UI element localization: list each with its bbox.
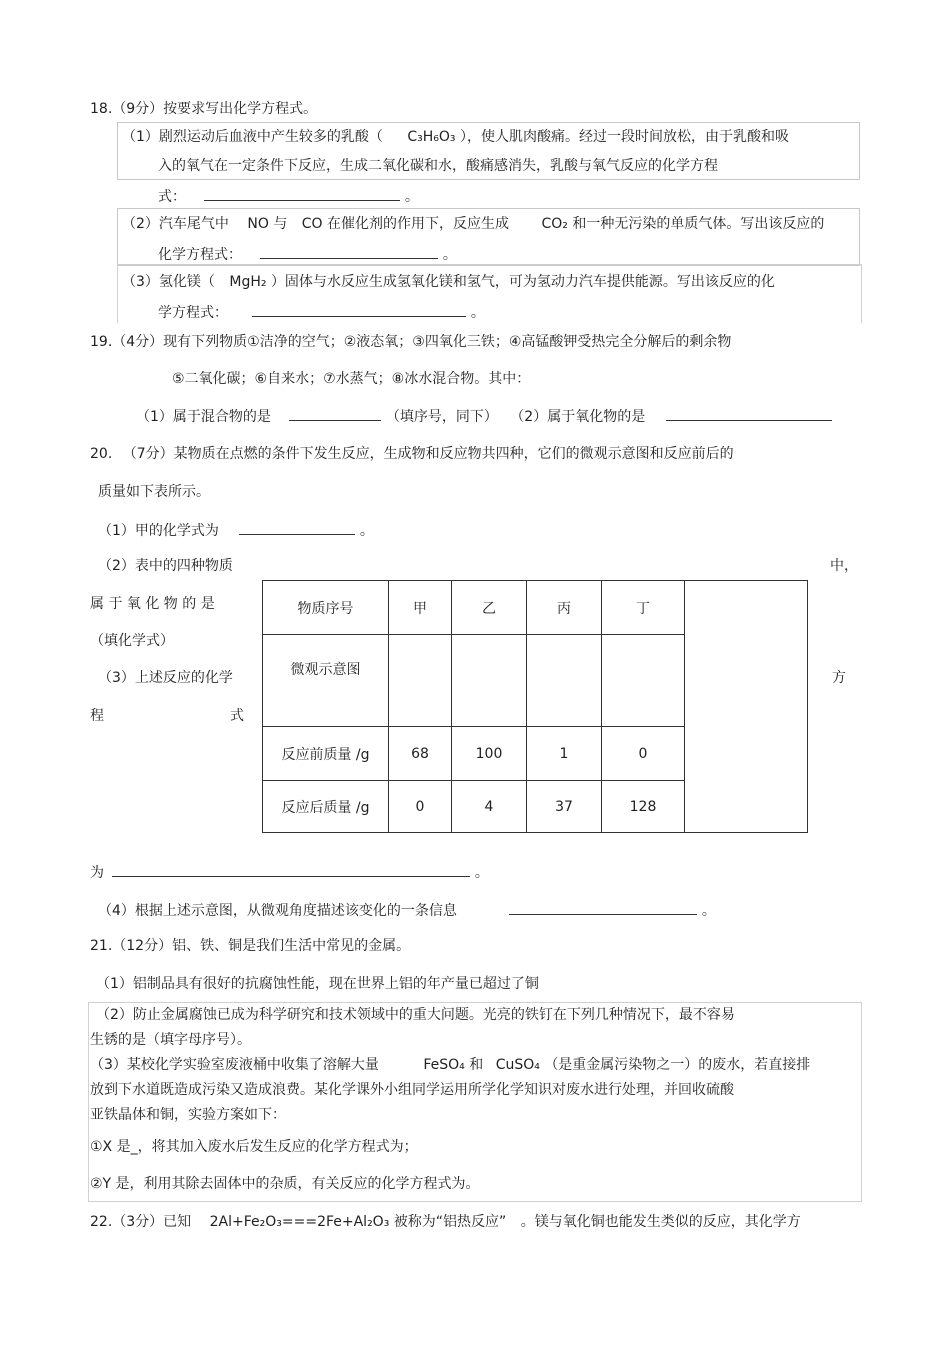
q20-part2-c: （填化学式） [90,633,174,649]
q20-part3-end: 方 [832,670,846,686]
q20-part1 [98,520,374,540]
table-cell [389,635,452,727]
q20-period-1: 。 [359,523,374,539]
q22-title-c: 。镁与氧化铜也能发生类似的反应，其化学方 [520,1214,801,1230]
q18-part1-line1 [122,128,789,146]
q21-part3-line3: 亚铁晶体和铜，实验方案如下： [90,1107,286,1123]
q21-part3-line2: 放到下水道既造成污染又造成浪费。某化学课外小组同学运用所学化学知识对废水进行处理，并回收硫酸 [90,1082,734,1098]
table-row-label: 反应前质量 /g [263,727,389,781]
q20-part4 [98,900,716,920]
table-header-cell: 乙 [452,581,527,635]
q20-part2-b: 属 于 氧 化 物 的 是 [90,596,215,612]
q18-part3-line1 [122,273,775,291]
q18-period-3: 。 [470,305,485,321]
q18-part1-line3 [158,186,419,206]
q19-title: 19.（4分）现有下列物质①洁净的空气；②液态氧；③四氧化三铁；④高锰酸钾受热完全分解后的剩余物 [90,334,732,350]
q20-answer-blank-1[interactable] [239,520,355,535]
q20-part3-b1: 程 [90,708,104,724]
q18-part1-text-a: （1）剧烈运动后血液中产生较多的乳酸（ [122,129,383,145]
table-cell [527,635,602,727]
cuso4-formula: CuSO₄ [495,1057,540,1073]
co2-formula: CO₂ [541,216,568,232]
lactic-acid-formula: C₃H₆O₃ [407,129,456,145]
table-header-cell: 丙 [527,581,602,635]
q18-title: 18.（9分）按要求写出化学方程式。 [90,101,318,117]
q18-part3-text-b: ）固体与水反应生成氢氧化镁和氢气，可为氢动力汽车提供能源。写出该反应的化 [270,274,775,290]
mgh2-formula: MgH₂ [229,274,267,290]
q21-step2: ②Y 是，利用其除去固体中的杂质，有关反应的化学方程式为。 [90,1176,480,1192]
q20-period-4: 。 [701,903,716,919]
q21-part1: （1）铝制品具有很好的抗腐蚀性能，现在世界上铝的年产量已超过了铜 [96,976,539,992]
co-formula: CO [301,216,323,232]
q18-period-1: 。 [404,189,419,205]
q19-answer-blank-1[interactable] [289,406,381,421]
table-cell: 37 [527,781,602,833]
thermite-equation: 2Al+Fe₂O₃===2Fe+Al₂O₃ [209,1214,390,1230]
q18-part2-text-a: （2）汽车尾气中 [122,216,229,232]
q20-part3-a: （3）上述反应的化学 [98,670,233,686]
table-row-label: 反应后质量 /g [263,781,389,833]
table-cell: 0 [602,727,685,781]
q21-step1: ①X 是_，将其加入废水后发生反应的化学方程式为； [90,1139,418,1155]
q18-answer-blank-1[interactable] [204,186,400,201]
q20-part3-c [90,862,489,882]
q18-part3-line2 [158,302,485,322]
q20-number: 20. [90,446,113,462]
q18-part1-line2: 入的氧气在一定条件下反应，生成二氧化碳和水，酸痛感消失，乳酸与氧气反应的化学方程 [158,158,718,174]
table-cell: 0 [389,781,452,833]
q22-title [90,1213,801,1231]
table-cell [452,635,527,727]
q19-line2: ⑤二氧化碳；⑥自来水；⑦水蒸气；⑧冰水混合物。其中： [172,371,531,387]
q19-answer-blank-2[interactable] [666,406,832,421]
q20-period-3: 。 [474,865,489,881]
q20-part3-b2: 式 [230,708,244,724]
q22-title-a: 22.（3分）已知 [90,1214,192,1230]
q18-answer-blank-2[interactable] [260,244,438,259]
q19-part2: （2）属于氧化物的是 [510,409,646,425]
q20-part2-a: （2）表中的四种物质 [98,558,233,574]
q18-part2-line2 [158,244,457,264]
q19-part1: （1）属于混合物的是 [136,409,271,425]
table-cell: 68 [389,727,452,781]
q20-part3-prompt: 为 [90,865,104,881]
q19-part1-note: （填序号，同下） [385,409,498,425]
q21-part3-and: 和 [469,1057,484,1073]
table-row-label: 微观示意图 [263,635,389,727]
q18-part2-text-b: 与 [273,216,288,232]
q22-title-b: 被称为“铝热反应” [393,1214,507,1230]
q18-part2-text-d: 和一种无污染的单质气体。写出该反应的 [572,216,825,232]
q20-part1-text: （1）甲的化学式为 [98,523,219,539]
q20-answer-blank-3[interactable] [112,862,470,877]
q18-answer-blank-3[interactable] [252,302,466,317]
q20-answer-blank-4[interactable] [509,900,697,915]
q20-data-table [262,580,808,833]
table-cell: 4 [452,781,527,833]
q18-part1-text-b: ），使人肌肉酸痛。经过一段时间放松，由于乳酸和吸 [459,129,789,145]
table-header-cell: 物质序号 [263,581,389,635]
table-cell: 1 [527,727,602,781]
q18-part2-prompt: 化学方程式： [158,247,242,263]
q18-part3-text-a: （3）氢化镁（ [122,274,215,290]
q18-period-2: 。 [442,247,457,263]
q18-part3-prompt: 学方程式： [158,305,228,321]
q20-title [90,445,734,463]
q21-part3-text-a: （3）某校化学实验室废液桶中收集了溶解大量 [90,1057,379,1073]
feso4-formula: FeSO₄ [423,1057,465,1073]
table-cell [602,635,685,727]
q21-part2: （2）防止金属腐蚀已成为科学研究和技术领域中的重大问题。光亮的铁钉在下列几种情况下，最不容易 [96,1007,735,1023]
q18-part2-line1 [122,215,824,233]
table-empty-cell [685,581,808,833]
q18-part2-text-c: 在催化剂的作用下，反应生成 [327,216,510,232]
table-cell: 100 [452,727,527,781]
q18-part1-prompt: 式： [158,189,186,205]
q21-part3-text-b: （是重金属污染物之一）的废水，若直接排 [544,1057,811,1073]
table-header-cell: 甲 [389,581,452,635]
table-header-row [263,581,808,635]
q21-title: 21.（12分）铝、铁、铜是我们生活中常见的金属。 [90,938,411,954]
q20-line2: 质量如下表所示。 [98,484,210,500]
q21-part2-b: 生锈的是（填字母序号）。 [90,1032,251,1048]
q21-part3-line1 [90,1056,810,1074]
q20-part4-text: （4）根据上述示意图，从微观角度描述该变化的一条信息 [98,903,457,919]
q19-parts [136,406,832,426]
no-formula: NO [247,216,269,232]
table-header-cell: 丁 [602,581,685,635]
table-cell: 128 [602,781,685,833]
q20-part2-end: 中， [830,558,858,574]
q20-title-text: （7分）某物质在点燃的条件下发生反应，生成物和反应物共四种，它们的微观示意图和反应前后的 [122,446,734,462]
